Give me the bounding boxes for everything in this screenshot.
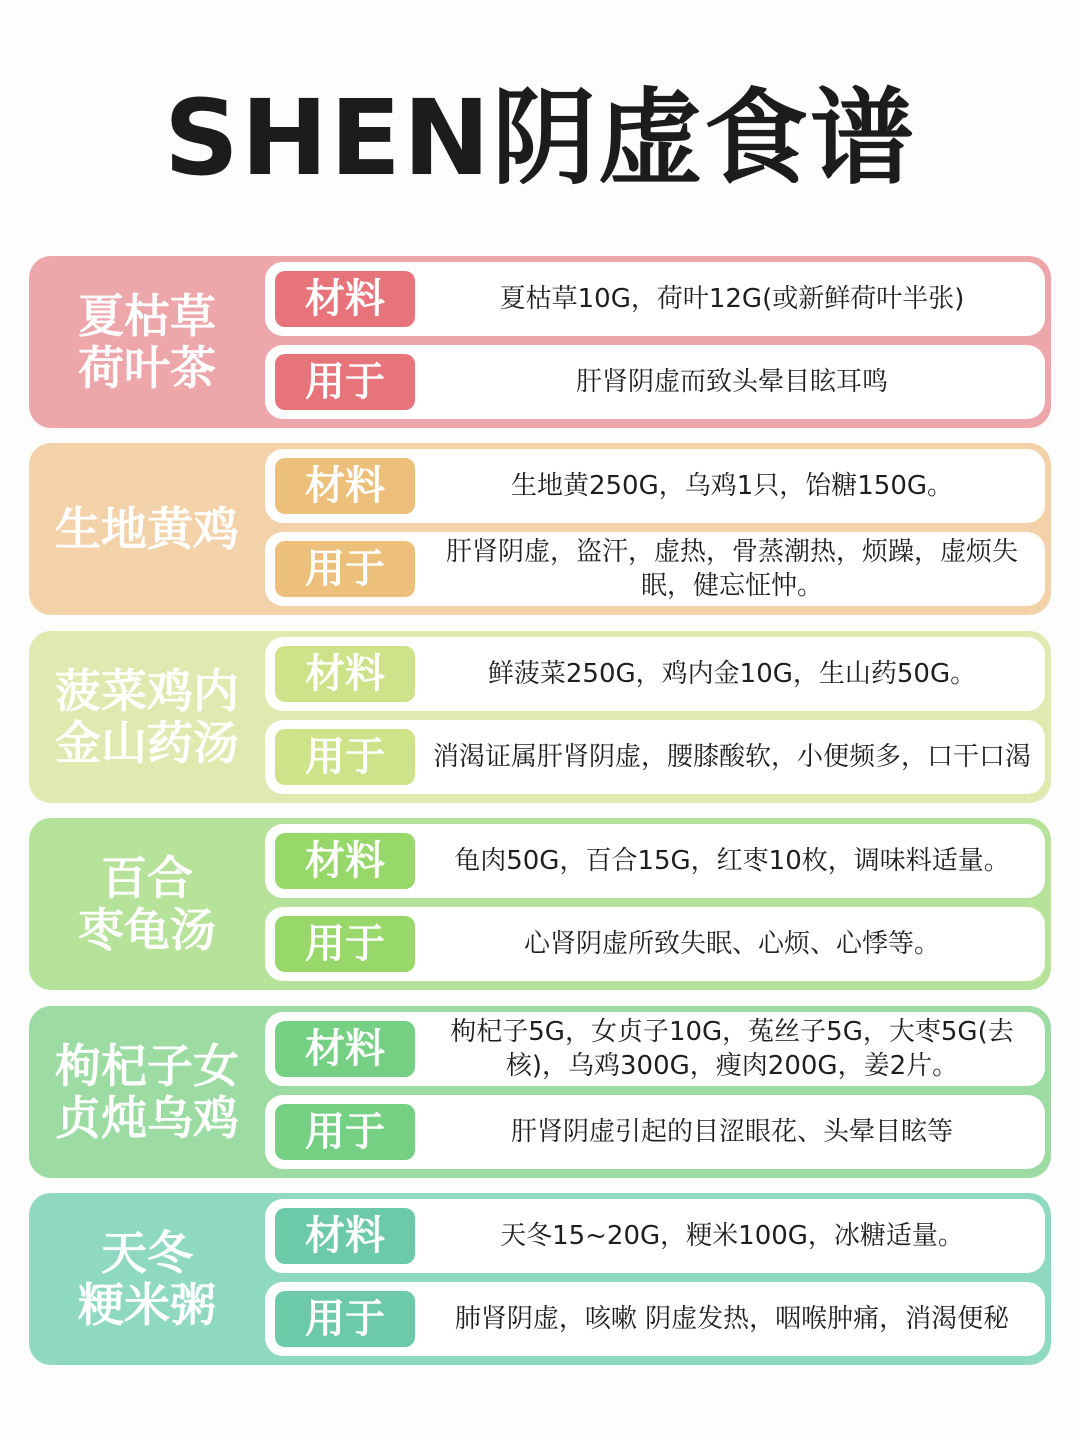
usage-row [265, 907, 1045, 981]
page-title: SHEN阴虚食谱 [163, 77, 917, 199]
recipe-card [29, 818, 1051, 990]
recipe-card [29, 1193, 1051, 1365]
usage-text: 肝肾阴虚而致头晕目眩耳鸣 [575, 367, 888, 397]
recipe-name: 菠菜鸡内 金山药汤 [55, 664, 239, 770]
materials-text: 枸杞子5G，女贞子10G，菟丝子5G，大枣5G(去核)，乌鸡300G，瘦肉200G，姜2片。 [450, 1017, 1014, 1081]
materials-text: 鲜菠菜250G，鸡内金10G，生山药50G。 [487, 659, 977, 689]
usage-label: 用于 [275, 729, 415, 785]
materials-text: 天冬15~20G，粳米100G，冰糖适量。 [500, 1221, 964, 1251]
materials-label: 材料 [275, 458, 415, 514]
materials-row [265, 1012, 1045, 1086]
usage-row [265, 345, 1045, 419]
recipe-card [29, 443, 1051, 615]
recipe-card [29, 256, 1051, 428]
usage-row [265, 720, 1045, 794]
materials-row [265, 262, 1045, 336]
usage-label: 用于 [275, 1104, 415, 1160]
recipe-card [29, 1006, 1051, 1178]
usage-text: 肝肾阴虚引起的目涩眼花、头晕目眩等 [510, 1117, 953, 1147]
usage-text: 心肾阴虚所致失眠、心烦、心悸等。 [523, 929, 940, 959]
usage-label: 用于 [275, 541, 415, 597]
materials-row [265, 637, 1045, 711]
recipe-name: 百合 枣龟汤 [78, 851, 216, 957]
usage-text: 肺肾阴虚，咳嗽 阴虚发热，咽喉肿痛，消渴便秘 [454, 1304, 1010, 1334]
materials-row [265, 1199, 1045, 1273]
usage-row [265, 532, 1045, 606]
materials-label: 材料 [275, 1208, 415, 1264]
usage-label: 用于 [275, 916, 415, 972]
recipe-name: 枸杞子女 贞炖乌鸡 [55, 1039, 239, 1145]
materials-label: 材料 [275, 646, 415, 702]
recipe-card [29, 631, 1051, 803]
usage-text: 消渴证属肝肾阴虚，腰膝酸软，小便频多，口干口渴 [432, 742, 1031, 772]
recipe-name: 天冬 粳米粥 [78, 1226, 216, 1332]
materials-row [265, 449, 1045, 523]
materials-label: 材料 [275, 271, 415, 327]
usage-row [265, 1095, 1045, 1169]
materials-row [265, 824, 1045, 898]
usage-text: 肝肾阴虚，盗汗，虚热，骨蒸潮热，烦躁，虚烦失眠，健忘怔忡。 [445, 537, 1018, 601]
materials-text: 龟肉50G，百合15G，红枣10枚，调味料适量。 [454, 846, 1010, 876]
materials-label: 材料 [275, 833, 415, 889]
materials-text: 生地黄250G，乌鸡1只，饴糖150G。 [510, 471, 954, 501]
recipe-name: 生地黄鸡 [55, 502, 239, 556]
usage-label: 用于 [275, 354, 415, 410]
usage-row [265, 1282, 1045, 1356]
usage-label: 用于 [275, 1291, 415, 1347]
materials-text: 夏枯草10G，荷叶12G(或新鲜荷叶半张) [499, 284, 965, 314]
recipe-name: 夏枯草 荷叶茶 [78, 289, 216, 395]
materials-label: 材料 [275, 1021, 415, 1077]
